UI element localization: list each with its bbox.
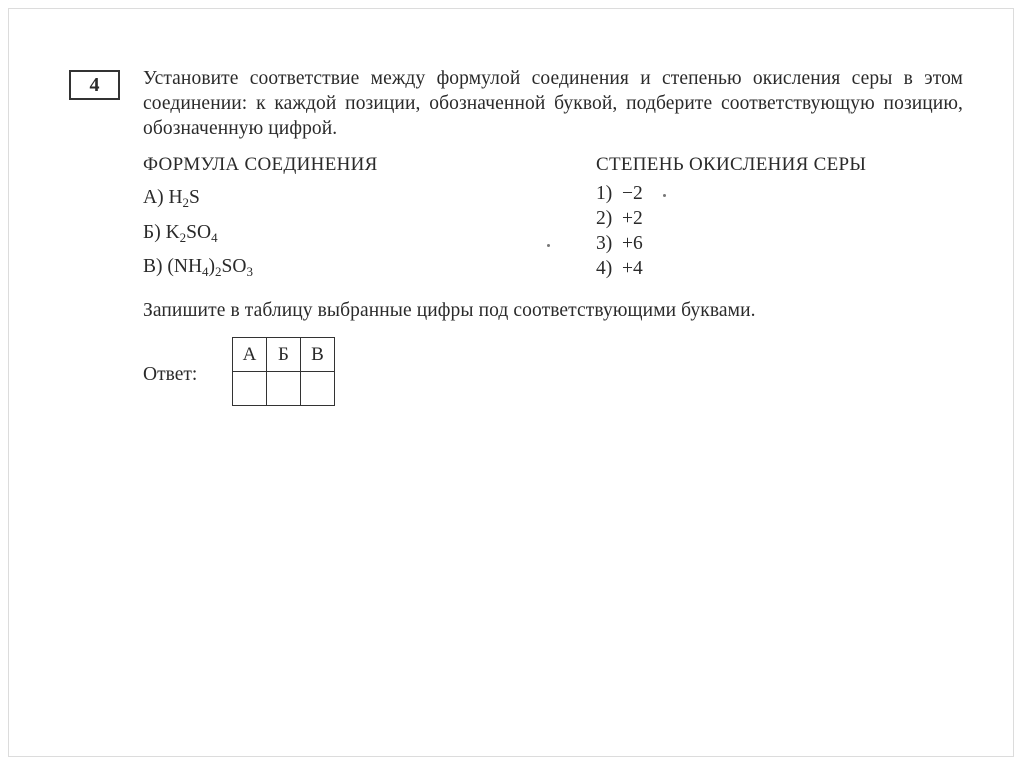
answer-label: Ответ: xyxy=(143,364,198,385)
answer-cell-a[interactable] xyxy=(233,372,267,406)
answer-cell-v[interactable] xyxy=(301,372,335,406)
oxidation-item-2: 2) +2 xyxy=(596,208,643,229)
oxidation-item-4: 4) +4 xyxy=(596,258,643,279)
formula-column-title: ФОРМУЛА СОЕДИНЕНИЯ xyxy=(143,154,378,175)
instruction-text: Запишите в таблицу выбранные цифры под соответствующими буквами. xyxy=(143,300,756,321)
oxidation-column-title: СТЕПЕНЬ ОКИСЛЕНИЯ СЕРЫ xyxy=(596,154,867,175)
oxidation-item-1: 1) −2 xyxy=(596,183,643,204)
answer-header-a: А xyxy=(233,338,267,372)
answer-header-v: В xyxy=(301,338,335,372)
answer-header-row xyxy=(233,338,335,372)
answer-header-b: Б xyxy=(267,338,301,372)
formula-letter: А) xyxy=(143,187,164,208)
formula: $(NH_4)_2SO_3$ xyxy=(167,256,253,279)
formula-item-a xyxy=(143,187,200,209)
answer-cell-b[interactable] xyxy=(267,372,301,406)
formula-letter: Б) xyxy=(143,222,161,243)
formula-letter: В) xyxy=(143,256,163,277)
formula-item-v xyxy=(143,256,253,278)
scan-speck xyxy=(547,244,550,247)
task-number: 4 xyxy=(69,70,120,100)
answer-table xyxy=(232,337,335,406)
oxidation-item-3: 3) +6 xyxy=(596,233,643,254)
scan-speck xyxy=(663,194,666,197)
formula: $K_2SO_4$ xyxy=(165,222,218,245)
task-text: Установите соответствие между формулой соединения и степенью окисления серы в этом соединении: к каждой позиции, обозначенной буквой, подберите соответствующую позицию, обозначенную цифрой. xyxy=(143,68,963,139)
answer-value-row xyxy=(233,372,335,406)
formula-item-b xyxy=(143,222,218,244)
formula: $H_2S$ xyxy=(168,187,200,210)
